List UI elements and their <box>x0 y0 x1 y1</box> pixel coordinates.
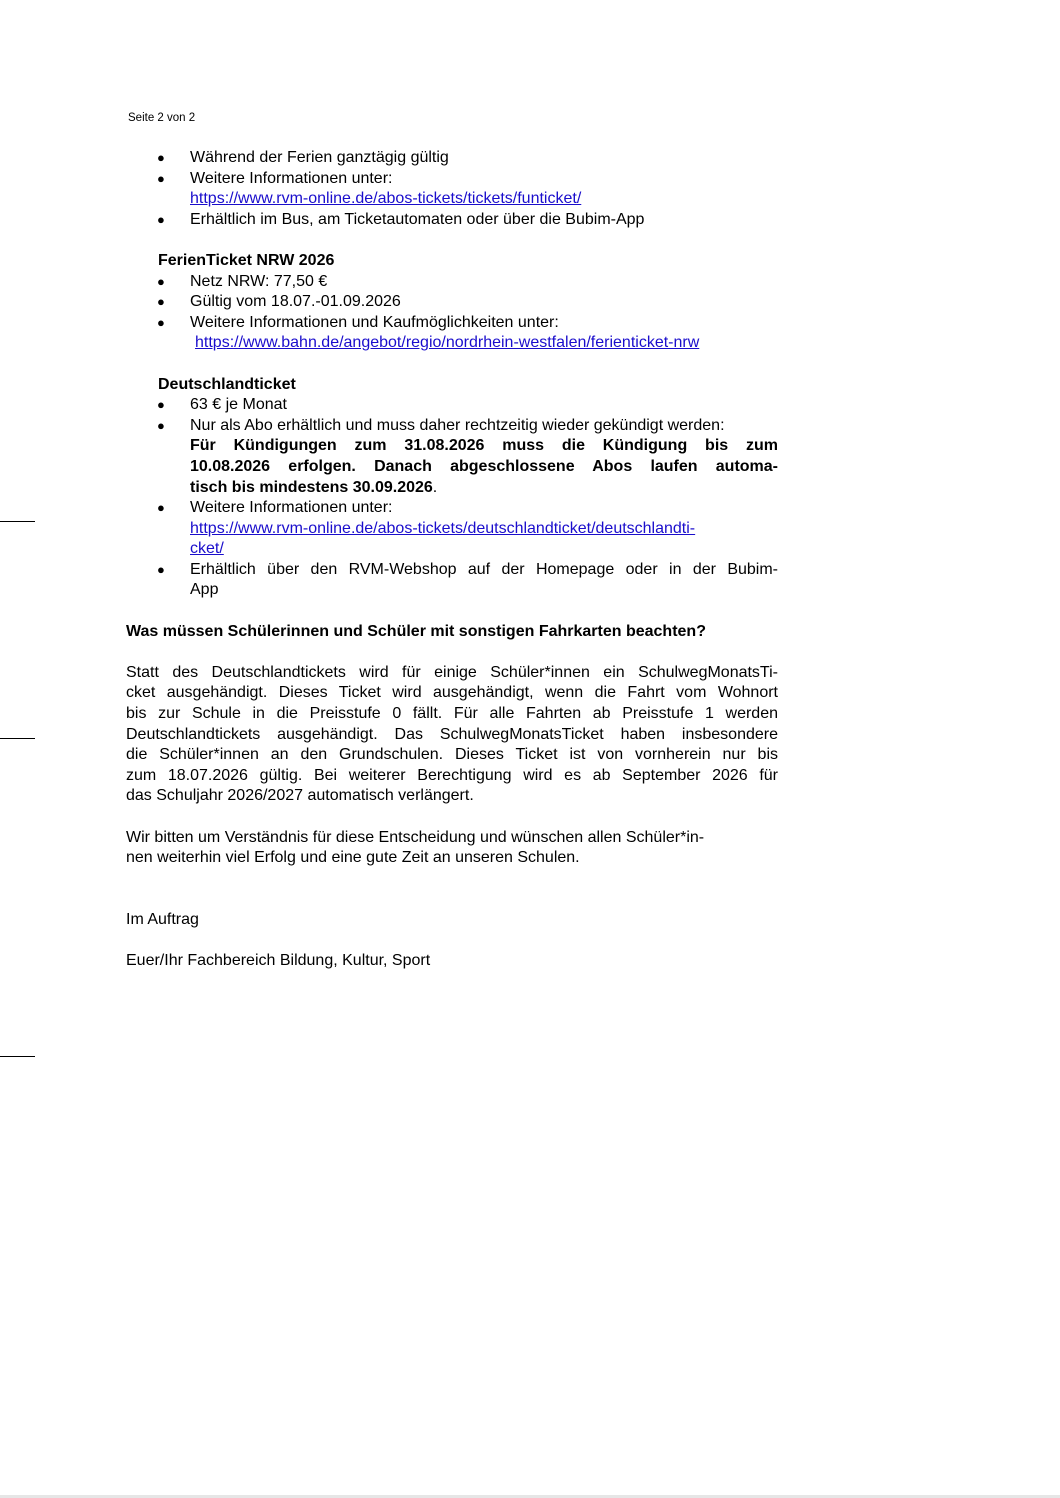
signature-line: Euer/Ihr Fachbereich Bildung, Kultur, Sport <box>126 952 431 970</box>
list-item: ● Erhältlich im Bus, am Ticketautomaten oder über die Bubim-App <box>190 210 778 231</box>
bullet-icon: ● <box>157 314 165 330</box>
list-item: ● Gültig vom 18.07.-01.09.2026 <box>190 292 778 313</box>
fold-mark-top <box>0 521 35 522</box>
list-item: ● Weitere Informationen und Kaufmöglichkeiten unter: https://www.bahn.de/angebot/regio/nordrhein-westfalen/ferienticket-nrw <box>157 313 700 352</box>
bullet-icon: ● <box>157 211 165 227</box>
bullet-icon: ● <box>157 397 165 413</box>
list-item: ● Während der Ferien ganztägig gültig <box>190 148 778 169</box>
funticket-list <box>126 148 778 230</box>
list-item: ● 63 € je Monat <box>190 395 778 416</box>
deutschlandticket-title: Deutschlandticket <box>158 375 296 393</box>
punch-mark <box>0 738 35 739</box>
list-item: ● Netz NRW: 77,50 € <box>190 272 778 293</box>
ferienticket-title: FerienTicket NRW 2026 <box>158 251 335 269</box>
list-item: ● Weitere Informationen unter: https://www.rvm-online.de/abos-tickets/deutschlandticket/deutschlandti- cket/ <box>157 499 696 558</box>
closing-paragraph: Wir bitten um Verständnis für diese Entscheidung und wünschen allen Schüler*in- nen weiterhin viel Erfolg und eine gute Zeit an unseren Schulen. <box>126 828 705 867</box>
bullet-icon: ● <box>157 170 165 186</box>
deutschlandticket-list <box>126 395 778 601</box>
deutschlandticket-link[interactable]: https://www.rvm-online.de/abos-tickets/deutschlandticket/deutschlandti- cket/ <box>190 519 696 558</box>
list-item: ● Weitere Informationen unter: https://www.rvm-online.de/abos-tickets/tickets/funticket/ <box>157 169 582 208</box>
bullet-icon: ● <box>157 417 165 433</box>
bullet-icon: ● <box>157 294 165 310</box>
bullet-icon: ● <box>157 150 165 165</box>
bullet-icon: ● <box>157 500 165 516</box>
deutschlandticket-section <box>126 375 778 396</box>
list-item: ● Erhältlich über den RVM-Webshop auf der Homepage oder in der Bubim- App <box>157 560 778 599</box>
list-item: ● Nur als Abo erhältlich und muss daher rechtzeitig wieder gekündigt werden: Für Kündigungen zum 31.08.2026 muss die Kündigung bis zum 10.08.2026 erfolgen. Danach abgeschlossene Abos laufen automa- tisch bis mindestens 30.09.2026. <box>157 416 778 496</box>
other-tickets-paragraph: Statt des Deutschlandtickets wird für einige Schüler*innen ein SchulwegMonatsTi- cket ausgehändigt. Dieses Ticket wird ausgehändigt, wenn die Fahrt vom Wohnort bis zur Schule in die Preisstufe 0 fällt. Für alle Fahrten ab Preisstufe 1 werden Deutschlandtickets ausgehändigt. Das SchulwegMonatsTicket haben insbesondere die Schüler*innen an den Grundschulen. Dieses Ticket ist von vornherein nur bis zum 18.07.2026 gültig. Bei weiterer Berechtigung wird es ab September 2026 für das Schuljahr 2026/2027 automatisch verlängert. <box>126 663 778 805</box>
ferienticket-link[interactable]: https://www.bahn.de/angebot/regio/nordrhein-westfalen/ferienticket-nrw <box>195 334 700 352</box>
in-order-line: Im Auftrag <box>126 910 199 928</box>
funticket-link[interactable]: https://www.rvm-online.de/abos-tickets/tickets/funticket/ <box>190 190 582 208</box>
bullet-icon: ● <box>157 273 165 289</box>
bullet-icon: ● <box>157 561 165 577</box>
other-tickets-heading: Was müssen Schülerinnen und Schüler mit sonstigen Fahrkarten beachten? <box>126 622 706 640</box>
ferienticket-list <box>126 272 778 354</box>
fold-mark-bottom <box>0 1056 35 1057</box>
document-body <box>126 148 778 972</box>
page-number: Seite 2 von 2 <box>128 112 196 124</box>
ferienticket-section <box>126 251 778 272</box>
